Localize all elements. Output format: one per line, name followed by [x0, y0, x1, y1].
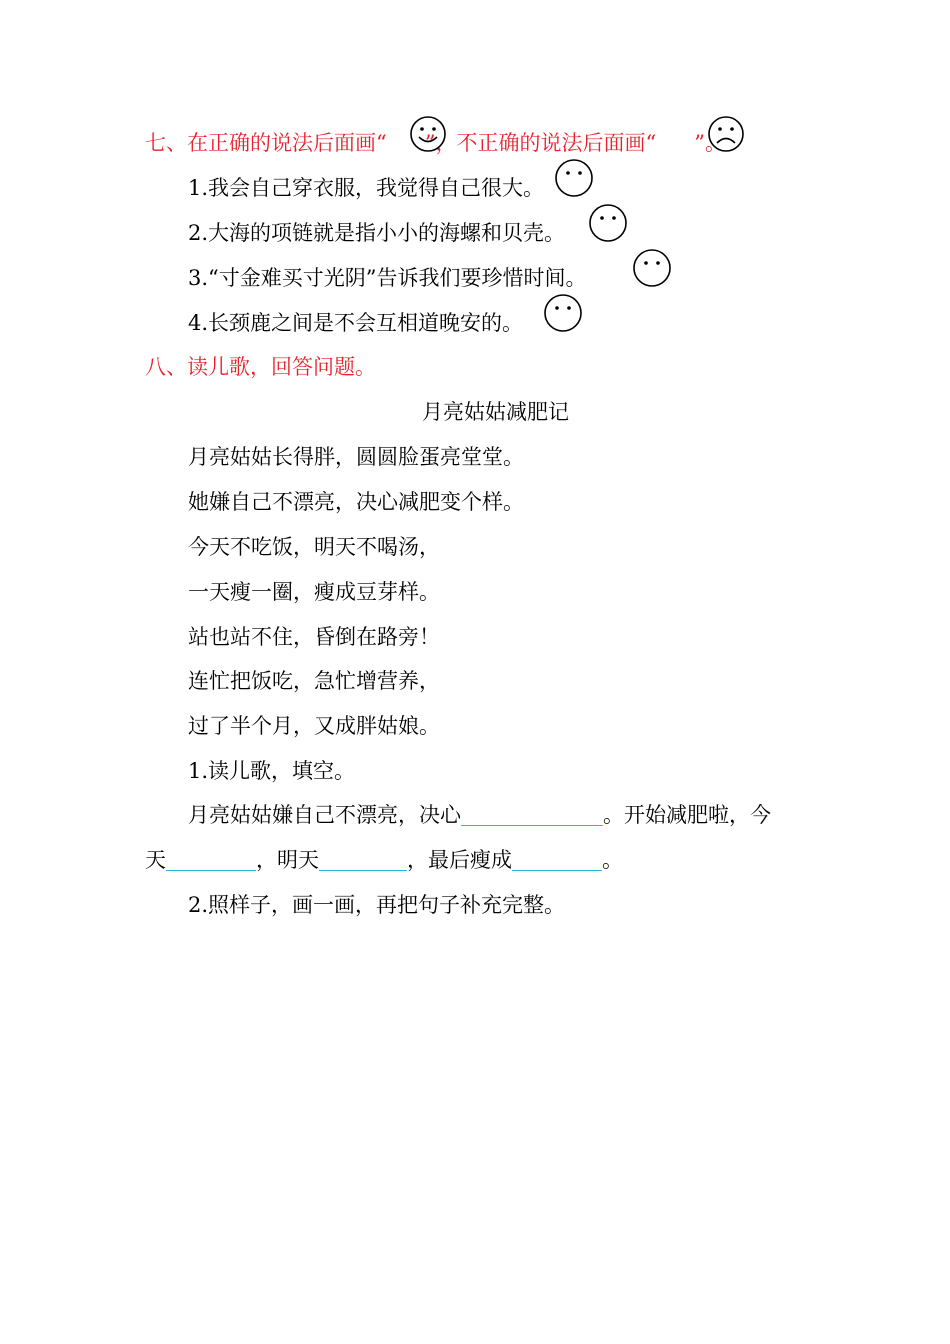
- fill-text: 月亮姑姑嫌自己不漂亮，决心: [188, 803, 461, 827]
- poem-line-6: 连忙把饭吃，急忙增营养，: [188, 669, 440, 693]
- answer-blank[interactable]: [461, 805, 603, 826]
- poem-line-7: 过了半个月，又成胖姑娘。: [188, 714, 440, 738]
- blank-face-icon[interactable]: [588, 203, 628, 243]
- question-1-label: 1.读儿歌，填空。: [188, 759, 356, 783]
- poem-line-1: 月亮姑姑长得胖，圆圆脸蛋亮堂堂。: [188, 445, 524, 469]
- fill-text: ，明天: [256, 848, 319, 872]
- poem-line-3: 今天不吃饭，明天不喝汤，: [188, 535, 440, 559]
- frown-face-icon: [706, 114, 746, 154]
- poem-line-5: 站也站不住，昏倒在路旁！: [188, 625, 440, 649]
- poem-line-2: 她嫌自己不漂亮，决心减肥变个样。: [188, 490, 524, 514]
- poem-line-4: 一天瘦一圈，瘦成豆芽样。: [188, 580, 440, 604]
- section7-item-1: 1.我会自己穿衣服，我觉得自己很大。: [188, 176, 545, 200]
- blank-face-icon[interactable]: [632, 248, 672, 288]
- section7-item-4: 4.长颈鹿之间是不会互相道晚安的。: [188, 311, 524, 335]
- section7-title-part2: ”，不正确的说法后面画“: [424, 131, 657, 155]
- answer-blank[interactable]: [512, 850, 602, 871]
- fill-text: 。: [602, 848, 623, 872]
- answer-blank[interactable]: [166, 850, 256, 871]
- section7-title-part1: 七、在正确的说法后面画“: [145, 131, 387, 155]
- section8-heading: 八、读儿歌，回答问题。: [145, 355, 376, 379]
- blank-face-icon[interactable]: [554, 158, 594, 198]
- question-1-fill-line-1: [188, 801, 771, 829]
- question-2-label: 2.照样子，画一画，再把句子补充完整。: [188, 893, 566, 917]
- fill-text: 。开始减肥啦，今: [603, 803, 771, 827]
- fill-text: 天: [145, 848, 166, 872]
- section7-title-part3: ”。: [694, 131, 726, 155]
- smiley-face-icon: [408, 114, 448, 154]
- answer-blank[interactable]: [319, 850, 407, 871]
- question-1-fill-line-2: [145, 846, 623, 874]
- section7-item-2: 2.大海的项链就是指小小的海螺和贝壳。: [188, 221, 566, 245]
- fill-text: ，最后瘦成: [407, 848, 512, 872]
- section7-item-3: 3.“寸金难买寸光阴”告诉我们要珍惜时间。: [188, 266, 587, 290]
- poem-title: 月亮姑姑减肥记: [422, 400, 569, 424]
- blank-face-icon[interactable]: [543, 293, 583, 333]
